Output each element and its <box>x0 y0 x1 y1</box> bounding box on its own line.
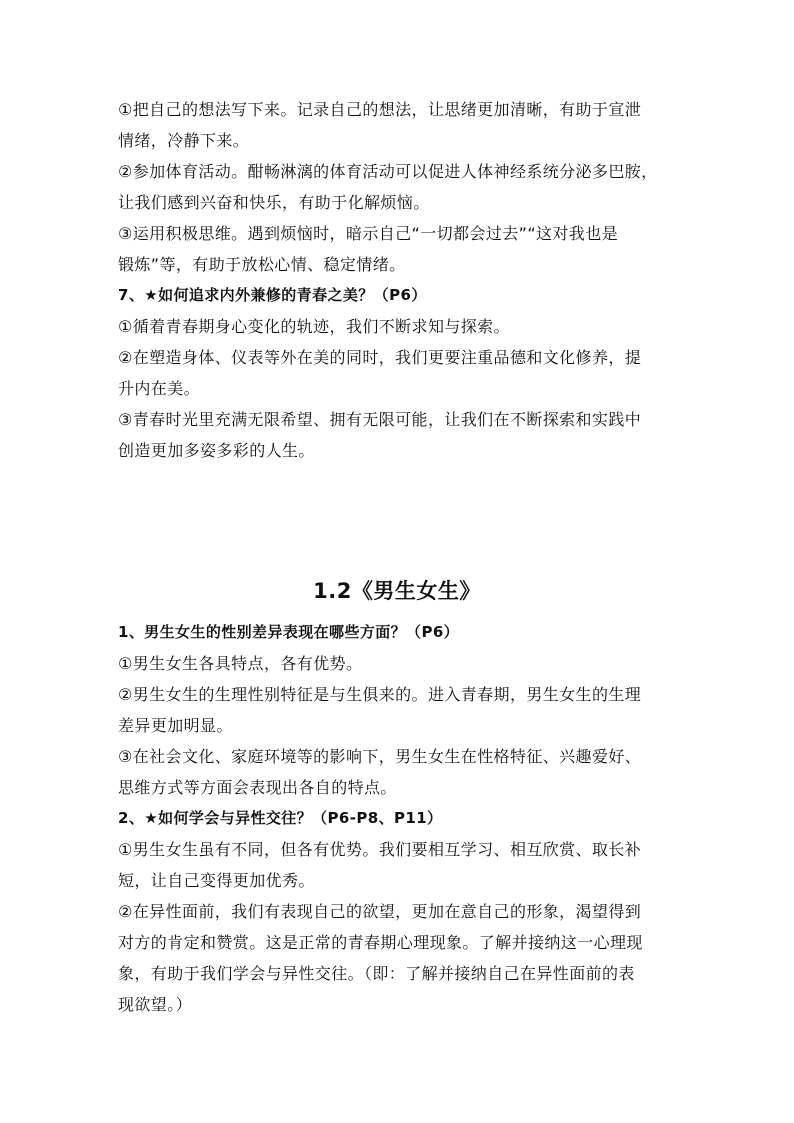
text-line: ②在异性面前，我们有表现自己的欲望，更加在意自己的形象，渴望得到 <box>118 902 642 921</box>
text-line: ②男生女生的生理性别特征是与生俱来的。进入青春期，男生女生的生理 <box>118 685 642 704</box>
text-line: ③在社会文化、家庭环境等的影响下，男生女生在性格特征、兴趣爱好、 <box>118 747 642 766</box>
question-7-heading: 7、★如何追求内外兼修的青春之美？（P6） <box>118 286 427 304</box>
text-line: 创造更加多姿多彩的人生。 <box>118 441 315 460</box>
text-line: 差异更加明显。 <box>118 716 233 735</box>
question-1-heading: 1、男生女生的性别差异表现在哪些方面？（P6） <box>118 623 460 641</box>
text-line: ①循着青春期身心变化的轨迹，我们不断求知与探索。 <box>118 317 510 336</box>
text-line: 象，有助于我们学会与异性交往。（即：了解并接纳自己在异性面前的表 <box>118 964 635 983</box>
text-line: ③运用积极思维。遇到烦恼时，暗示自己“一切都会过去”“这对我也是 <box>118 224 619 243</box>
section-title: 1.2《男生女生》 <box>313 579 481 603</box>
section-2-content <box>118 617 698 1020</box>
text-line: ③青春时光里充满无限希望、拥有无限可能，让我们在不断探索和实践中 <box>118 410 642 429</box>
text-line: ②参加体育活动。酣畅淋漓的体育活动可以促进人体神经系统分泌多巴胺， <box>118 162 658 181</box>
text-line: ②在塑造身体、仪表等外在美的同时，我们更要注重品德和文化修养，提 <box>118 348 642 367</box>
text-line: ①男生女生虽有不同，但各有优势。我们要相互学习、相互欣赏、取长补 <box>118 840 642 859</box>
text-line: 让我们感到兴奋和快乐，有助于化解烦恼。 <box>118 193 430 212</box>
text-line: 思维方式等方面会表现出各自的特点。 <box>118 778 397 797</box>
text-line: 升内在美。 <box>118 379 201 398</box>
section-1-content <box>118 94 698 466</box>
question-2-heading: 2、★如何学会与异性交往？（P6-P8、P11） <box>118 809 443 827</box>
text-line: 情绪，冷静下来。 <box>118 131 250 150</box>
text-line: 锻炼”等，有助于放松心情、稳定情绪。 <box>118 255 406 274</box>
text-line: ①把自己的想法写下来。记录自己的想法，让思绪更加清晰，有助于宣泄 <box>118 100 642 119</box>
text-line: 对方的肯定和赞赏。这是正常的青春期心理现象。了解并接纳这一心理现 <box>118 933 643 952</box>
text-line: 现欲望。） <box>118 995 193 1014</box>
text-line: 短，让自己变得更加优秀。 <box>118 871 315 890</box>
text-line: ①男生女生各具特点，各有优势。 <box>118 654 363 673</box>
